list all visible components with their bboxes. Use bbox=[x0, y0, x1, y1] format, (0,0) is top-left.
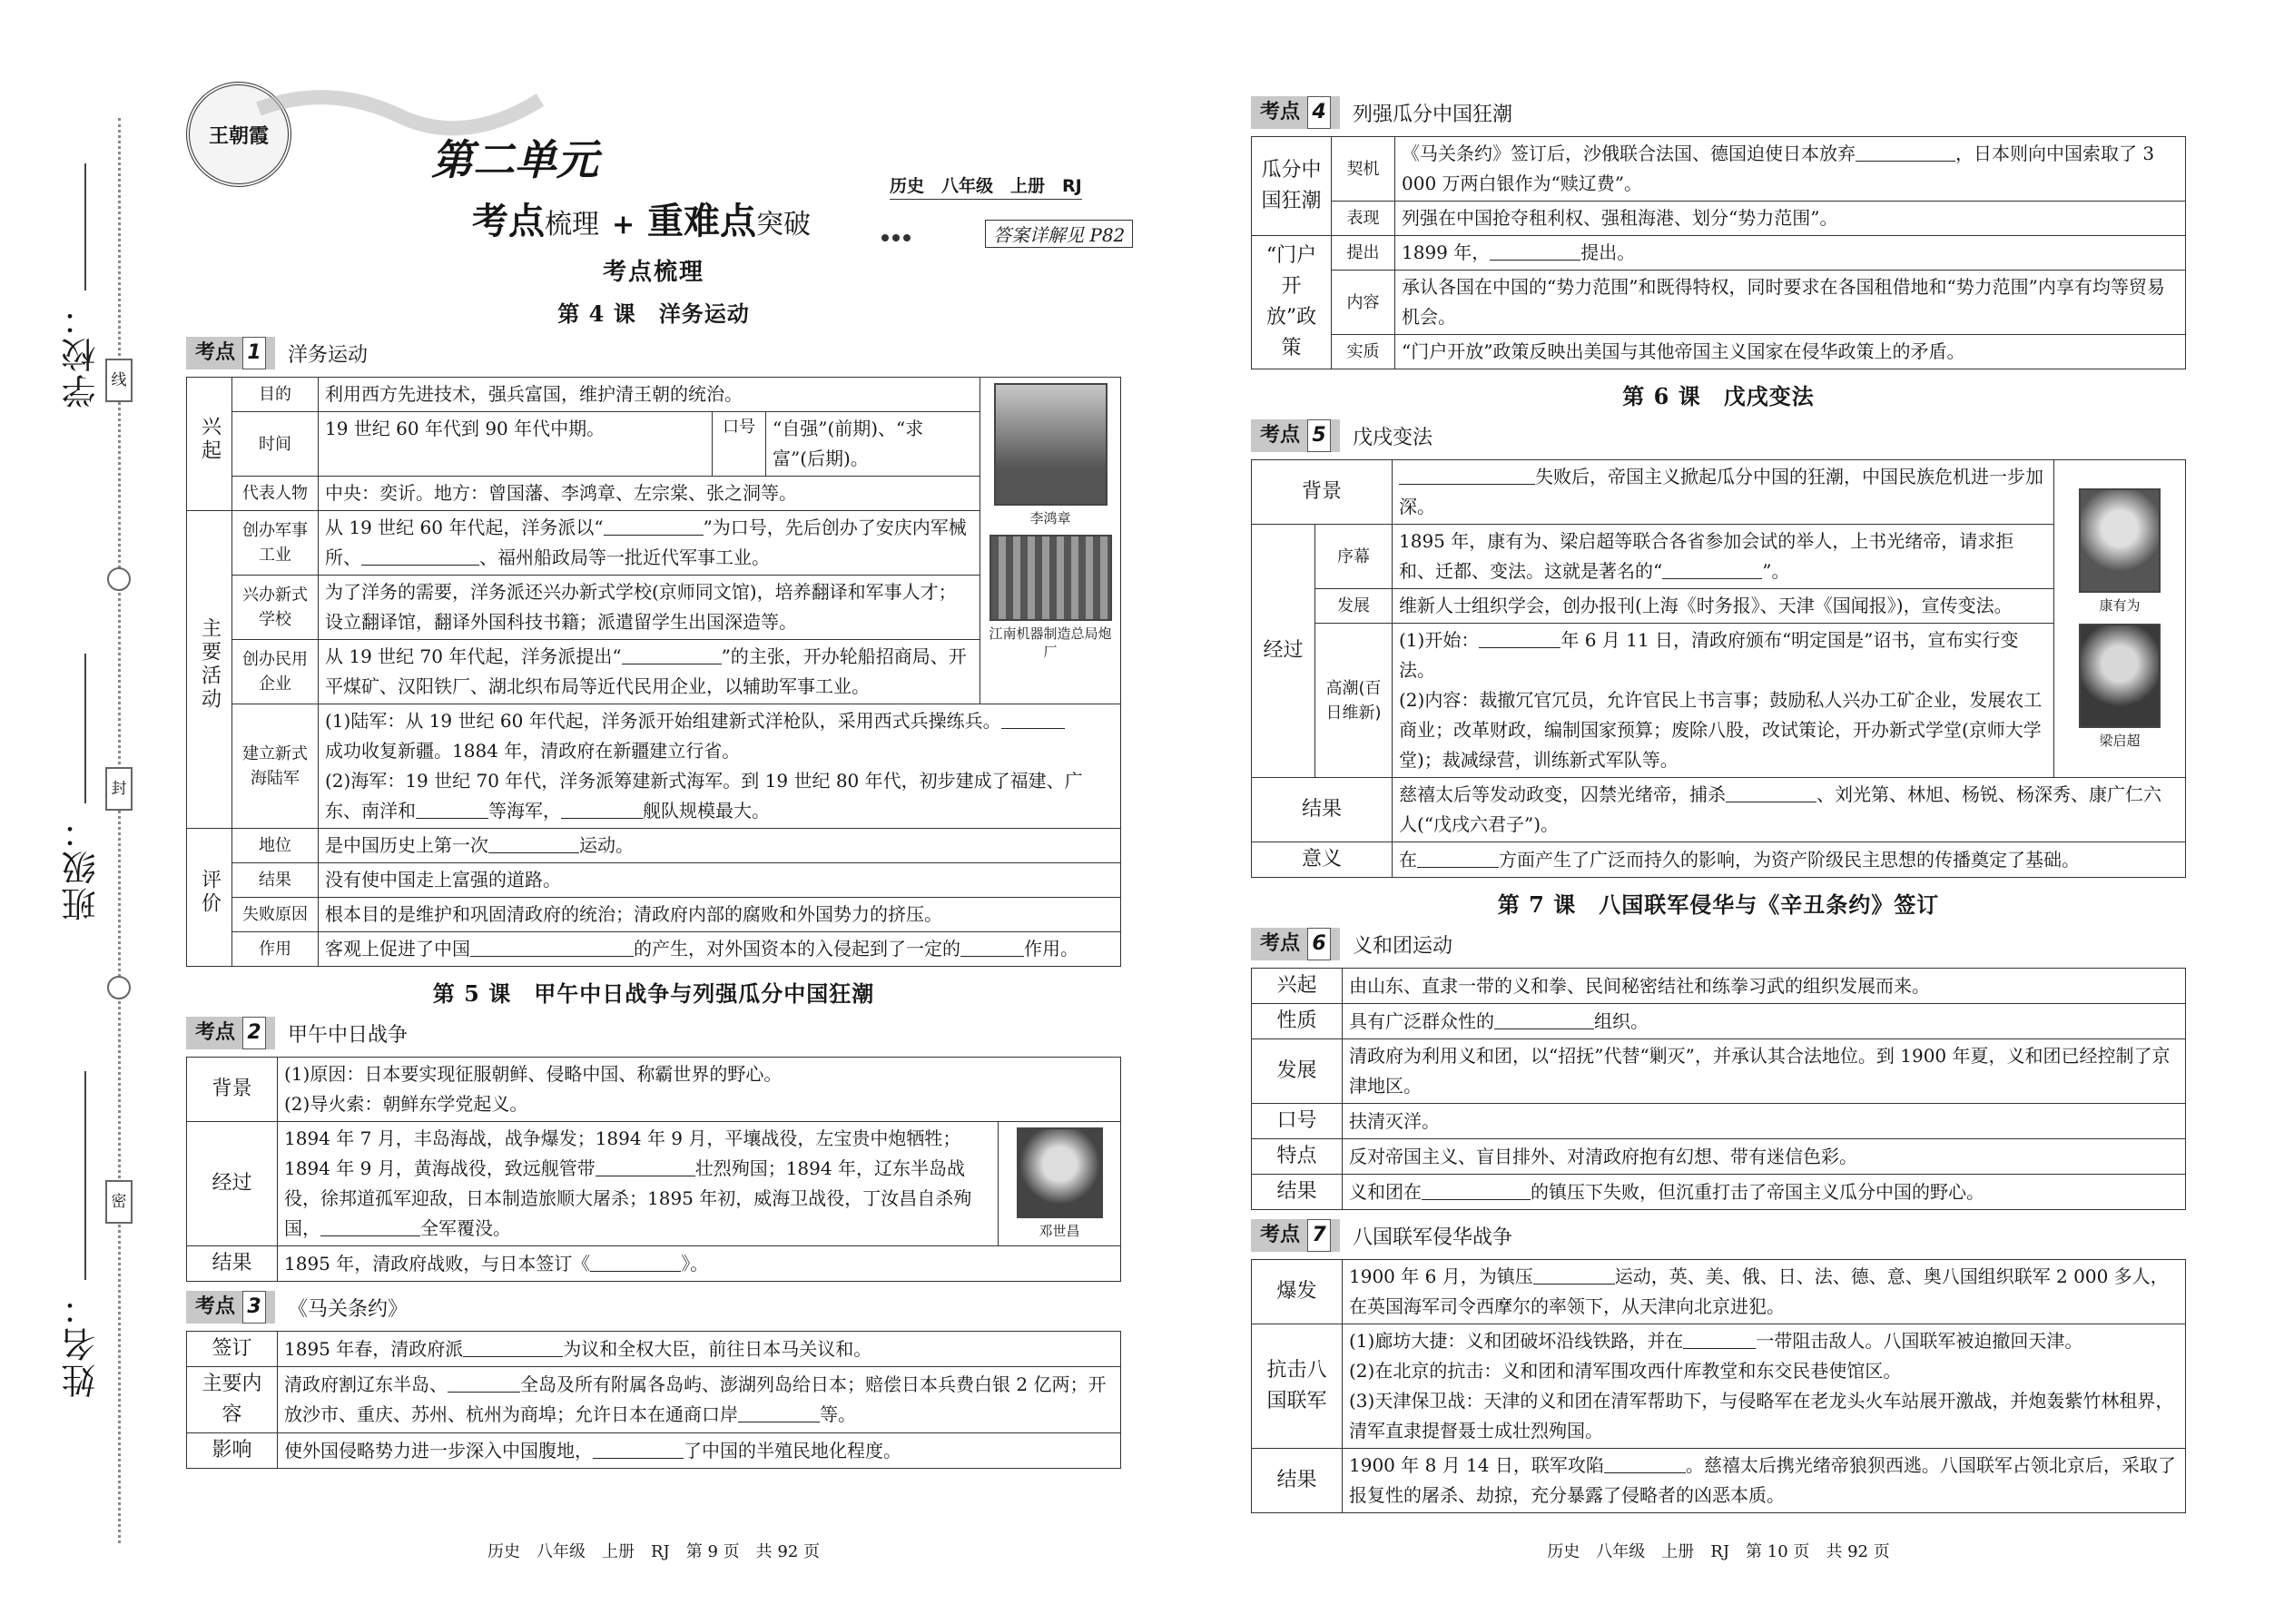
row-header: 意义 bbox=[1252, 842, 1393, 878]
cell-label: 创办军事工业 bbox=[232, 511, 319, 576]
row-header: 性质 bbox=[1252, 1004, 1343, 1039]
answer-blank[interactable] bbox=[416, 818, 488, 819]
left-page bbox=[186, 73, 1126, 1469]
cell-text bbox=[278, 1246, 1121, 1282]
photo-caption: 江南机器制造总局炮厂 bbox=[989, 625, 1112, 660]
text-part: 在 bbox=[1399, 848, 1417, 871]
cell-label: 口号 bbox=[712, 412, 766, 476]
row-header: 兴起 bbox=[1252, 969, 1343, 1004]
text-part: 1900 年 8 月 14 日，联军攻陷 bbox=[1349, 1454, 1604, 1476]
row-header: 经过 bbox=[1252, 525, 1315, 778]
header-text: 兴起 bbox=[198, 415, 222, 463]
cell-text bbox=[1343, 1004, 2186, 1039]
row-header: 结果 bbox=[1252, 1449, 1343, 1513]
lesson-title: 第 6 课 戊戌变法 bbox=[1622, 383, 1815, 409]
answer-blank[interactable] bbox=[448, 1392, 520, 1393]
portrait-image bbox=[1017, 1127, 1103, 1218]
cell-text bbox=[319, 829, 1121, 863]
kaodian-badge bbox=[186, 337, 275, 369]
cell-label: 实质 bbox=[1332, 335, 1395, 369]
text-part: 。慈禧太后携光绪帝狼狈西逃。八国联军占领北京后，采取了报复性的屠杀、劫掠，充分暴露了侵略者的凶恶本质。 bbox=[1349, 1454, 2176, 1506]
photo-cell bbox=[2054, 460, 2186, 778]
school-field[interactable] bbox=[84, 163, 86, 290]
cell-text bbox=[278, 1332, 1121, 1367]
text-part: (3)天津保卫战：天津的义和团在清军帮助下，与侵略军在老龙头火车站展开激战，并炮轰紫竹林租界，清军直隶提督聂士成壮烈殉国。 bbox=[1349, 1390, 2174, 1442]
text-part: 从 19 世纪 60 年代起，洋务派以“ bbox=[325, 517, 604, 538]
text-part: 1895 年，康有为、梁启超等联合各省参加会试的举人，上书光绪帝，请求拒和、迁都、变法。这就是著名的“ bbox=[1399, 530, 2014, 582]
text-part: ”。 bbox=[1762, 560, 1790, 582]
answer-blank[interactable] bbox=[1399, 484, 1535, 485]
text-part: ，日本则向中国索取了 3 000 万两白银作为“赎辽费”。 bbox=[1402, 143, 2155, 194]
row-header: 经过 bbox=[187, 1122, 278, 1246]
cell-text bbox=[1393, 460, 2054, 525]
text-part: 提出。 bbox=[1580, 241, 1636, 263]
hole-circle bbox=[107, 976, 131, 999]
text-part: 全岛及所有附属各岛屿、澎湖列岛给日本；赔偿日本兵费白银 2 亿两；开放沙市、重庆、苏州、杭州为商埠；允许日本在通商口岸 bbox=[284, 1373, 1107, 1425]
answer-blank[interactable] bbox=[1683, 1348, 1756, 1349]
answer-blank[interactable] bbox=[1479, 647, 1561, 648]
answer-blank[interactable] bbox=[1856, 161, 1955, 162]
row-header: 签订 bbox=[187, 1332, 278, 1367]
answer-blank[interactable] bbox=[488, 852, 579, 853]
kaodian-title: 洋务运动 bbox=[288, 343, 369, 367]
subtitle-b: 梳理 bbox=[545, 209, 599, 241]
cell-text bbox=[1343, 1324, 2186, 1449]
text-part: 舰队规模最大。 bbox=[643, 800, 770, 822]
answer-blank[interactable] bbox=[561, 818, 643, 819]
row-header: 背景 bbox=[1252, 460, 1393, 525]
cell-text bbox=[1393, 778, 2186, 842]
text-part: (1)陆军：从 19 世纪 60 年代起，洋务派开始组建新式洋枪队，采用西式兵操练兵。 bbox=[325, 710, 1001, 732]
answer-blank[interactable] bbox=[1001, 728, 1065, 729]
cell-text bbox=[1393, 525, 2054, 589]
text-part: 为议和全权大臣，前往日本马关议和。 bbox=[563, 1337, 872, 1360]
kaodian-header bbox=[1251, 928, 2186, 960]
row-header: 结果 bbox=[1252, 778, 1393, 842]
kaodian-badge bbox=[1251, 928, 1340, 960]
answer-blank[interactable] bbox=[604, 535, 704, 536]
text-part: 、福州船政局等一批近代军事工业。 bbox=[479, 546, 770, 568]
badge-label: 考点 bbox=[195, 1295, 236, 1318]
kaodian-table bbox=[186, 377, 1121, 967]
row-header: 发展 bbox=[1252, 1039, 1343, 1104]
cell-label: 契机 bbox=[1332, 137, 1395, 202]
text-part: 1895 年春，清政府派 bbox=[284, 1337, 464, 1360]
kaodian-title: 八国联军侵华战争 bbox=[1353, 1225, 1513, 1249]
badge-label: 考点 bbox=[1260, 101, 1301, 123]
badge-label: 考点 bbox=[195, 341, 236, 364]
text-part: 全军覆没。 bbox=[420, 1217, 511, 1239]
portrait-image bbox=[2079, 488, 2161, 593]
cell-text: 根本目的是维护和巩固清政府的统治；清政府内部的腐败和外国势力的挤压。 bbox=[319, 898, 1121, 932]
kaodian-title: 义和团运动 bbox=[1353, 934, 1453, 958]
cell-text bbox=[1393, 624, 2054, 778]
header-rule bbox=[876, 227, 912, 254]
cell-text bbox=[278, 1367, 1121, 1433]
text-part: 年 6 月 11 日，清政府颁布“明定国是”诏书，宣布实行变法。 bbox=[1399, 629, 2019, 681]
text-part: 等海军， bbox=[488, 800, 561, 822]
cell-label: 代表人物 bbox=[232, 477, 319, 511]
row-header: 爆发 bbox=[1252, 1260, 1343, 1324]
answer-blank[interactable] bbox=[361, 565, 479, 566]
cell-text: “门户开放”政策反映出美国与其他帝国主义国家在侵华政策上的矛盾。 bbox=[1395, 335, 2186, 369]
subtitle bbox=[472, 192, 811, 244]
kaodian-header bbox=[1251, 96, 2186, 129]
row-header: 瓜分中国狂潮 bbox=[1252, 137, 1332, 236]
text-part: 壮烈殉国；1894 年，辽东半岛战役，徐邦道孤军迎敌，日本制造旅顺大屠杀；1895 年初，威海卫战役，丁汝昌自杀殉国， bbox=[284, 1157, 972, 1239]
answer-blank[interactable] bbox=[320, 1235, 420, 1236]
answer-blank[interactable] bbox=[470, 956, 634, 957]
cell-text bbox=[278, 1433, 1121, 1469]
badge-number: 3 bbox=[242, 1291, 266, 1324]
subtitle-d: 突破 bbox=[756, 209, 812, 241]
photo-caption: 康有为 bbox=[2099, 596, 2141, 614]
page-footer: 历史 八年级 上册 RJ 第 9 页 共 92 页 bbox=[487, 1542, 820, 1561]
kaodian-badge bbox=[186, 1017, 275, 1049]
kaodian-table bbox=[1251, 459, 2186, 878]
text-part: 使外国侵略势力进一步深入中国腹地， bbox=[284, 1439, 593, 1462]
answer-blank[interactable] bbox=[463, 1356, 563, 1357]
cell-text bbox=[319, 704, 1121, 829]
cell-text bbox=[278, 1122, 999, 1246]
cell-text bbox=[1395, 236, 2186, 271]
name-label: 姓名： bbox=[62, 1289, 102, 1398]
badge-label: 考点 bbox=[1260, 1224, 1301, 1246]
logo-text: 王朝霞 bbox=[208, 123, 269, 147]
text-part: 成功收复新疆。1884 年，清政府在新疆建立行省。 bbox=[325, 740, 741, 762]
cell-text bbox=[1343, 1449, 2186, 1513]
section-title: 考点梳理 bbox=[602, 259, 704, 286]
cell-label: 提出 bbox=[1332, 236, 1395, 271]
text-part: (1)廊坊大捷：义和团破坏沿线铁路，并在 bbox=[1349, 1330, 1684, 1352]
kaodian-badge bbox=[186, 1291, 275, 1324]
cell-text: 反对帝国主义、盲目排外、对清政府抱有幻想、带有迷信色彩。 bbox=[1343, 1139, 2186, 1175]
row-header bbox=[187, 829, 232, 967]
cell-label: 创办民用企业 bbox=[232, 640, 319, 704]
cell-text bbox=[278, 1058, 1121, 1122]
cell-label: 作用 bbox=[232, 932, 319, 967]
kaodian-table bbox=[186, 1331, 1121, 1469]
row-header: 背景 bbox=[187, 1058, 278, 1122]
text-part: 《马关条约》签订后，沙俄联合法国、德国迫使日本放弃 bbox=[1402, 143, 1856, 164]
cell-label: 地位 bbox=[232, 829, 319, 863]
text-part: (2)海军：19 世纪 70 年代，洋务派筹建新式海军。到 19 世纪 80 年代，初步建成了福建、广东、南洋和 bbox=[325, 770, 1083, 822]
text-part: (2)内容：裁撤冗官冗员，允许官民上书言事；鼓励私人兴办工矿企业，发展农工商业；改革财政，编制国家预算；废除八股，改试策论，开办新式学堂(京师大学堂)；裁减绿营，训练新式军队等。 bbox=[1399, 689, 2043, 771]
text-part: (2)在北京的抗击：义和团和清军围攻西什库教堂和东交民巷使馆区。 bbox=[1349, 1360, 1902, 1382]
text-part: 具有广泛群众性的 bbox=[1349, 1009, 1494, 1032]
lesson-title: 第 7 课 八国联军侵华与《辛丑条约》签订 bbox=[1497, 891, 1940, 918]
cell-text: 中央：奕䜣。地方：曾国藩、李鸿章、左宗棠、张之洞等。 bbox=[319, 477, 980, 511]
cell-text: 没有使中国走上富强的道路。 bbox=[319, 863, 1121, 898]
text-part: 的产生，对外国资本的入侵起到了一定的 bbox=[634, 938, 960, 960]
cell-text: 列强在中国抢夺租利权、强租海港、划分“势力范围”。 bbox=[1395, 202, 2186, 236]
kaodian-badge bbox=[1251, 96, 1340, 129]
subtitle-plus: + bbox=[611, 209, 635, 241]
cell-label: 结果 bbox=[232, 863, 319, 898]
row-header: 口号 bbox=[1252, 1104, 1343, 1139]
row-header bbox=[187, 378, 232, 511]
badge-label: 考点 bbox=[195, 1021, 236, 1044]
text-part: 运动。 bbox=[579, 834, 634, 856]
badge-label: 考点 bbox=[1260, 424, 1301, 447]
text-part: 组织。 bbox=[1594, 1009, 1649, 1032]
cell-label: 兴办新式学校 bbox=[232, 576, 319, 640]
slogan-text: “自强”(前期)、“求富”(后期)。 bbox=[773, 418, 924, 469]
cell-label: 发展 bbox=[1315, 589, 1393, 624]
cell-text: 为了洋务的需要，洋务派还兴办新式学校(京师同文馆)，培养翻译和军事人才；设立翻译馆，翻译外国科技书籍；派遣留学生出国深造等。 bbox=[319, 576, 980, 640]
text-part: 1900 年 6 月，为镇压 bbox=[1349, 1265, 1533, 1287]
row-header: 结果 bbox=[1252, 1175, 1343, 1210]
text-part: 1895 年，清政府战败，与日本签订《 bbox=[284, 1252, 591, 1275]
cell-text: 扶清灭洋。 bbox=[1343, 1104, 2186, 1139]
photo-caption: 邓世昌 bbox=[1039, 1223, 1080, 1239]
text-part: 失败后，帝国主义掀起瓜分中国的狂潮，中国民族危机进一步加深。 bbox=[1399, 466, 2043, 517]
answer-blank[interactable] bbox=[590, 1271, 681, 1272]
kaodian-header bbox=[186, 337, 1121, 369]
kaodian-table bbox=[186, 1057, 1121, 1282]
row-header: 主要内容 bbox=[187, 1367, 278, 1433]
kaodian-table bbox=[1251, 1259, 2186, 1513]
lesson-title: 第 4 课 洋务运动 bbox=[557, 300, 750, 327]
badge-number: 5 bbox=[1307, 419, 1331, 452]
kaodian-badge bbox=[1251, 1219, 1340, 1252]
answer-blank[interactable] bbox=[1604, 1472, 1686, 1473]
cell-text bbox=[319, 932, 1121, 967]
cell-label: 序幕 bbox=[1315, 525, 1393, 589]
text-part: 从 19 世纪 70 年代起，洋务派提出“ bbox=[325, 645, 622, 667]
cell-text bbox=[319, 412, 980, 477]
portrait-image bbox=[2079, 624, 2161, 728]
cell-label: 目的 bbox=[232, 378, 319, 412]
answer-ref: 答案详解见 P82 bbox=[985, 220, 1133, 248]
text-part: 运动，英、美、俄、日、法、德、意、奥八国组织联军 2 000 多人，在英国海军司令西摩尔的率领下，从天津向北京进犯。 bbox=[1349, 1265, 2169, 1317]
kaodian-title: 甲午中日战争 bbox=[288, 1023, 409, 1047]
seal-mark: 密 bbox=[105, 1180, 133, 1224]
text-part: 作用。 bbox=[1024, 938, 1078, 960]
row-header: 影响 bbox=[187, 1433, 278, 1469]
kaodian-header bbox=[186, 1291, 1121, 1324]
kaodian-table bbox=[1251, 136, 2186, 369]
text-part: (2)导火索：朝鲜东学党起义。 bbox=[284, 1093, 528, 1115]
text-part: 清政府割辽东半岛、 bbox=[284, 1373, 448, 1395]
kaodian-title: 戊戌变法 bbox=[1353, 426, 1433, 449]
text-part: 是中国历史上第一次 bbox=[325, 834, 488, 856]
text-part: 等。 bbox=[820, 1403, 856, 1425]
class-label: 班级： bbox=[62, 812, 102, 921]
kaodian-badge bbox=[1251, 419, 1340, 452]
book-meta: 历史 八年级 上册 RJ bbox=[890, 172, 1082, 200]
photo-caption: 李鸿章 bbox=[1029, 510, 1071, 527]
cell-text bbox=[1393, 842, 2186, 878]
badge-number: 4 bbox=[1307, 96, 1331, 129]
cell-text bbox=[1343, 1260, 2186, 1324]
text-part: 》。 bbox=[681, 1252, 709, 1275]
answer-blank[interactable] bbox=[1490, 260, 1580, 261]
cell-label: 失败原因 bbox=[232, 898, 319, 932]
name-field[interactable] bbox=[84, 1071, 86, 1280]
cell-text bbox=[1343, 1175, 2186, 1210]
page-footer: 历史 八年级 上册 RJ 第 10 页 共 92 页 bbox=[1547, 1542, 1890, 1561]
cut-line bbox=[118, 118, 121, 1543]
text-part: 方面产生了广泛而持久的影响，为资产阶级民主思想的传播奠定了基础。 bbox=[1499, 848, 2080, 871]
cell-text: 利用西方先进技术，强兵富国，维护清王朝的统治。 bbox=[319, 378, 980, 412]
answer-blank[interactable] bbox=[593, 1458, 684, 1459]
row-header bbox=[187, 511, 232, 829]
row-header: 抗击八国联军 bbox=[1252, 1324, 1343, 1449]
header-text: 主要活动 bbox=[198, 617, 222, 712]
text-part: 的镇压下失败，但沉重打击了帝国主义瓜分中国的野心。 bbox=[1531, 1180, 1984, 1203]
badge-label: 考点 bbox=[1260, 932, 1301, 955]
cell-label: 高潮(百日维新) bbox=[1315, 624, 1393, 778]
row-header: 结果 bbox=[187, 1246, 278, 1282]
text-part: 慈禧太后等发动政变，囚禁光绪帝，捕杀 bbox=[1399, 783, 1726, 805]
answer-blank[interactable] bbox=[1417, 867, 1499, 868]
answer-blank[interactable] bbox=[1662, 578, 1762, 579]
badge-number: 7 bbox=[1307, 1219, 1331, 1252]
text-part: 1894 年 7 月，丰岛海战，战争爆发；1894 年 9 月，平壤战役，左宝贵中炮牺牲；1894 年 9 月，黄海战役，致远舰管带 bbox=[284, 1127, 961, 1179]
photo-cell bbox=[980, 378, 1121, 704]
cell-label: 建立新式海陆军 bbox=[232, 704, 319, 829]
badge-number: 1 bbox=[242, 337, 266, 369]
row-header: 特点 bbox=[1252, 1139, 1343, 1175]
cell-text: 维新人士组织学会，创办报刊(上海《时务报》、天津《国闻报》)，宣传变法。 bbox=[1393, 589, 2054, 624]
page-header bbox=[186, 73, 1126, 259]
answer-blank[interactable] bbox=[960, 956, 1024, 957]
kaodian-header bbox=[1251, 1219, 2186, 1252]
cell-text bbox=[319, 511, 980, 576]
factory-image bbox=[989, 535, 1112, 621]
school-label: 学校： bbox=[62, 300, 102, 408]
text-part: ”的主张，开办轮船招商局、开平煤矿、汉阳铁厂、湖北织布局等近代民用企业，以辅助军事工业。 bbox=[325, 645, 967, 697]
kaodian-header bbox=[1251, 419, 2186, 452]
row-header: “门户开放”政策 bbox=[1252, 236, 1332, 369]
text-part: 、刘光第、林旭、杨锐、杨深秀、康广仁六人(“戊戌六君子”)。 bbox=[1399, 783, 2161, 835]
cell-text: 清政府为利用义和团，以“招抚”代替“剿灭”，并承认其合法地位。到 1900 年夏，义和团已经控制了京津地区。 bbox=[1343, 1039, 2186, 1104]
photo-cell bbox=[999, 1122, 1121, 1246]
lesson-title: 第 5 课 甲午中日战争与列强瓜分中国狂潮 bbox=[432, 980, 875, 1007]
seal-mark: 线 bbox=[105, 359, 133, 402]
cell-label: 时间 bbox=[232, 412, 319, 477]
kaodian-header bbox=[186, 1017, 1121, 1049]
answer-blank[interactable] bbox=[1422, 1199, 1531, 1200]
text-part: ”为口号，先后创办了安庆内军械所、 bbox=[325, 517, 967, 568]
subtitle-c: 重难点 bbox=[647, 200, 757, 242]
header-text: 评价 bbox=[198, 869, 222, 916]
text-part: (1)开始： bbox=[1399, 629, 1480, 651]
cell-text: 由山东、直隶一带的义和拳、民间秘密结社和练拳习武的组织发展而来。 bbox=[1343, 969, 2186, 1004]
kaodian-title: 《马关条约》 bbox=[288, 1297, 409, 1321]
class-field[interactable] bbox=[84, 654, 86, 803]
cell-label: 内容 bbox=[1332, 271, 1395, 335]
binding-margin bbox=[0, 0, 127, 1624]
right-page bbox=[1251, 91, 2186, 1513]
portrait-image bbox=[994, 383, 1108, 506]
unit-title: 第二单元 bbox=[431, 135, 598, 184]
subtitle-a: 考点 bbox=[472, 200, 545, 242]
badge-number: 2 bbox=[242, 1017, 266, 1049]
hole-circle bbox=[107, 567, 131, 591]
seal-mark: 封 bbox=[105, 767, 133, 811]
text-part: 一带阻击敌人。八国联军被迫撤回天津。 bbox=[1756, 1330, 2083, 1352]
text-part: 客观上促进了中国 bbox=[325, 938, 470, 960]
kaodian-table bbox=[1251, 968, 2186, 1210]
kaodian-title: 列强瓜分中国狂潮 bbox=[1353, 103, 1513, 126]
cell-text: 承认各国在中国的“势力范围”和既得特权，同时要求在各国租借地和“势力范围”内享有均等贸易机会。 bbox=[1395, 271, 2186, 335]
text-part: 了中国的半殖民地化程度。 bbox=[684, 1439, 901, 1462]
text-part: 1899 年， bbox=[1402, 241, 1491, 263]
time-text: 19 世纪 60 年代到 90 年代中期。 bbox=[325, 418, 605, 439]
text-part: 义和团在 bbox=[1349, 1180, 1422, 1203]
text-part: (1)原因：日本要实现征服朝鲜、侵略中国、称霸世界的野心。 bbox=[284, 1063, 783, 1085]
photo-caption: 梁启超 bbox=[2099, 732, 2141, 749]
cell-label: 表现 bbox=[1332, 202, 1395, 236]
badge-number: 6 bbox=[1307, 928, 1331, 960]
cell-text bbox=[1395, 137, 2186, 202]
cell-text bbox=[319, 640, 980, 704]
